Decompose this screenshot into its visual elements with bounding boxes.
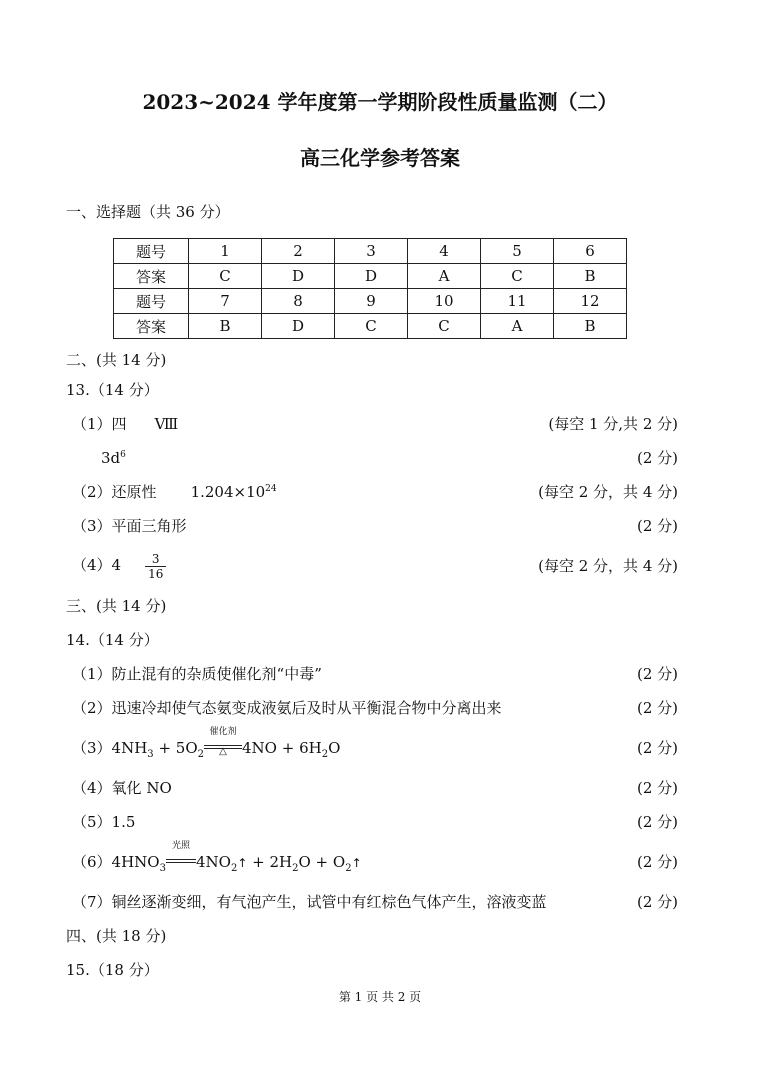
answer-text: 3d bbox=[101, 449, 121, 467]
answer-text: 1.204×10 bbox=[190, 483, 266, 501]
superscript: 24 bbox=[265, 484, 277, 494]
table-cell: D bbox=[262, 314, 335, 339]
table-cell: 8 bbox=[262, 289, 335, 314]
score-13-2: (每空 2 分，共 4 分) bbox=[538, 483, 678, 501]
subscript: 2 bbox=[230, 863, 238, 874]
answer-14-3-equation bbox=[72, 727, 341, 760]
table-cell: D bbox=[262, 264, 335, 289]
subscript: 3 bbox=[159, 863, 166, 874]
score-14-2: (2 分) bbox=[636, 699, 678, 717]
answer-text: 1.5 bbox=[111, 813, 136, 831]
answer-14-2 bbox=[72, 698, 502, 718]
answer-14-5 bbox=[72, 812, 135, 832]
equation-text: 4NO + 6H bbox=[242, 739, 322, 757]
table-cell: C bbox=[408, 314, 481, 339]
table-cell: D bbox=[335, 264, 408, 289]
answer-text: 平面三角形 bbox=[111, 517, 187, 535]
answer-text: 四 bbox=[111, 415, 127, 433]
table-row bbox=[114, 239, 627, 264]
part-number: （1） bbox=[72, 415, 112, 433]
section-heading-choice: 一、选择题（共 36 分） bbox=[66, 203, 230, 221]
condition-light: 光照 bbox=[171, 841, 190, 851]
answer-13-4 bbox=[72, 550, 166, 581]
question-label-14: 14.（14 分） bbox=[66, 631, 159, 649]
answer-14-6-equation bbox=[72, 841, 362, 874]
table-cell: 1 bbox=[189, 239, 262, 264]
equation-text: O + O bbox=[298, 853, 346, 871]
fraction bbox=[145, 552, 166, 581]
document-subtitle: 高三化学参考答案 bbox=[300, 146, 460, 170]
answer-13-2 bbox=[72, 482, 277, 502]
score-13-4: (每空 2 分，共 4 分) bbox=[538, 557, 678, 575]
table-cell: B bbox=[554, 264, 627, 289]
answer-text: 防止混有的杂质使催化剂“中毒” bbox=[111, 665, 322, 683]
table-cell: 6 bbox=[554, 239, 627, 264]
equation-text: 4HNO bbox=[111, 853, 160, 871]
equation-text: O bbox=[328, 739, 341, 757]
condition-catalyst: 催化剂 bbox=[209, 727, 237, 737]
subscript: 2 bbox=[321, 749, 329, 760]
table-cell: 3 bbox=[335, 239, 408, 264]
gas-arrow-icon: ↑ bbox=[351, 856, 362, 870]
table-cell: 10 bbox=[408, 289, 481, 314]
answer-text: 氧化 NO bbox=[111, 779, 172, 797]
part-number: （3） bbox=[72, 739, 112, 757]
answer-13-1 bbox=[72, 414, 178, 434]
table-cell: 4 bbox=[408, 239, 481, 264]
reaction-condition bbox=[204, 727, 242, 758]
answer-text: 还原性 bbox=[111, 483, 157, 501]
condition-heat: △ bbox=[219, 746, 227, 757]
section-heading-3: 三、(共 14 分) bbox=[66, 597, 167, 615]
table-cell: C bbox=[481, 264, 554, 289]
table-row bbox=[114, 264, 627, 289]
table-cell: A bbox=[408, 264, 481, 289]
table-cell: 9 bbox=[335, 289, 408, 314]
table-cell: 11 bbox=[481, 289, 554, 314]
table-row bbox=[114, 314, 627, 339]
answer-13-3 bbox=[72, 516, 187, 536]
part-number: （3） bbox=[72, 517, 112, 535]
fraction-denominator: 16 bbox=[148, 566, 164, 581]
table-cell: A bbox=[481, 314, 554, 339]
score-13-1: (每空 1 分,共 2 分) bbox=[548, 415, 678, 433]
table-cell: 7 bbox=[189, 289, 262, 314]
answer-14-4 bbox=[72, 778, 172, 798]
answer-text: Ⅷ bbox=[154, 415, 179, 433]
score-14-5: (2 分) bbox=[636, 813, 678, 831]
equation-text: 4NH bbox=[111, 739, 148, 757]
answer-text: 铜丝逐渐变细，有气泡产生，试管中有红棕色气体产生，溶液变蓝 bbox=[111, 893, 547, 911]
part-number: （7） bbox=[72, 893, 112, 911]
score-14-7: (2 分) bbox=[636, 893, 678, 911]
part-number: （4） bbox=[72, 556, 112, 574]
equation-text: 4NO bbox=[195, 853, 231, 871]
question-label-15: 15.（18 分） bbox=[66, 961, 159, 979]
score-14-3: (2 分) bbox=[636, 739, 678, 757]
part-number: （2） bbox=[72, 699, 112, 717]
table-cell: 5 bbox=[481, 239, 554, 264]
table-cell: C bbox=[189, 264, 262, 289]
answer-14-1 bbox=[72, 664, 322, 684]
table-cell: 答案 bbox=[114, 264, 189, 289]
subscript: 2 bbox=[292, 863, 299, 874]
superscript: 6 bbox=[120, 450, 126, 460]
part-number: （1） bbox=[72, 665, 112, 683]
equals-sign bbox=[166, 859, 196, 863]
section-heading-4: 四、(共 18 分) bbox=[66, 927, 167, 945]
page-footer: 第 1 页 共 2 页 bbox=[338, 990, 422, 1004]
score-14-6: (2 分) bbox=[636, 853, 678, 871]
reaction-condition bbox=[166, 841, 196, 872]
answer-text: 迅速冷却使气态氨变成液氨后及时从平衡混合物中分离出来 bbox=[111, 699, 502, 717]
part-number: （5） bbox=[72, 813, 112, 831]
table-cell: B bbox=[189, 314, 262, 339]
subscript: 3 bbox=[147, 749, 154, 760]
answer-table bbox=[113, 238, 627, 339]
part-number: （4） bbox=[72, 779, 112, 797]
score-13-1b: (2 分) bbox=[636, 449, 678, 467]
table-row bbox=[114, 289, 627, 314]
fraction-numerator: 3 bbox=[145, 552, 166, 567]
score-14-4: (2 分) bbox=[636, 779, 678, 797]
subscript: 2 bbox=[197, 749, 204, 760]
answer-14-7 bbox=[72, 892, 547, 912]
table-cell: 答案 bbox=[114, 314, 189, 339]
part-number: （6） bbox=[72, 853, 112, 871]
score-14-1: (2 分) bbox=[636, 665, 678, 683]
document-title: 2023~2024 学年度第一学期阶段性质量监测（二） bbox=[142, 90, 618, 114]
subscript: 2 bbox=[345, 863, 352, 874]
section-heading-2: 二、(共 14 分) bbox=[66, 351, 167, 369]
table-cell: 2 bbox=[262, 239, 335, 264]
question-label-13: 13.（14 分） bbox=[66, 381, 159, 399]
answer-13-1b bbox=[101, 448, 126, 468]
part-number: （2） bbox=[72, 483, 112, 501]
table-cell: C bbox=[335, 314, 408, 339]
table-cell: 12 bbox=[554, 289, 627, 314]
answer-text: 4 bbox=[111, 556, 122, 574]
table-cell: 题号 bbox=[114, 239, 189, 264]
table-cell: 题号 bbox=[114, 289, 189, 314]
gas-arrow-icon: ↑ bbox=[237, 856, 248, 870]
table-cell: B bbox=[554, 314, 627, 339]
equation-text: + 2H bbox=[247, 853, 293, 871]
score-13-3: (2 分) bbox=[636, 517, 678, 535]
equation-text: + 5O bbox=[153, 739, 198, 757]
